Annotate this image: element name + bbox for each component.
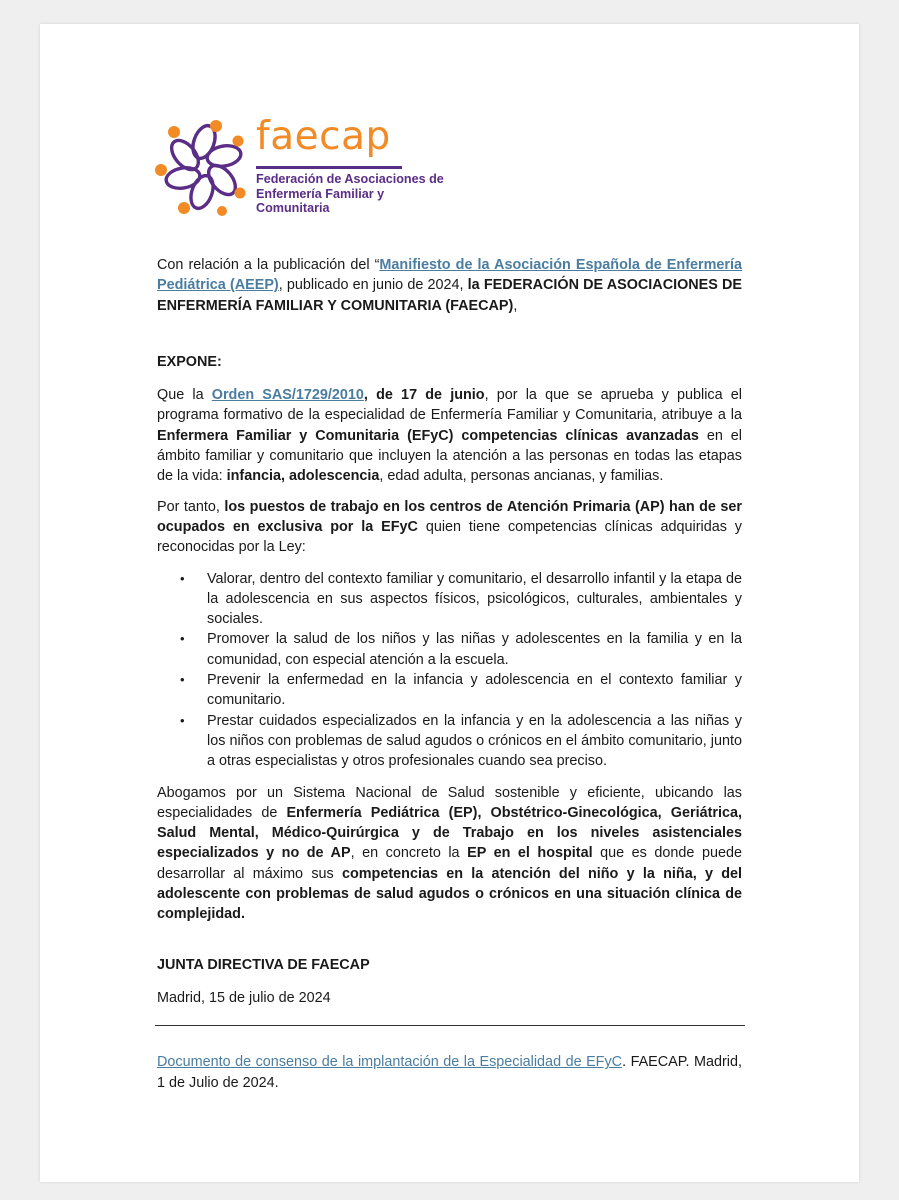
list-item (180, 670, 742, 711)
abogamos-text: que es donde puede desarrollar al máximo sus (157, 845, 742, 882)
que-bold: , de 17 de junio (363, 387, 485, 404)
que-text: en el ámbito familiar y comunitario que incluyen la atención a las personas en todas las etapas de la vida: (157, 427, 742, 485)
abogamos-bold: EP en el hospital (467, 845, 593, 862)
consenso-link[interactable]: Documento de consenso de la implantación de la Especialidad de EFyC (157, 1054, 623, 1071)
abogamos-text: , en concreto la (350, 845, 468, 862)
logo-divider (256, 166, 402, 169)
faecap-logo-mark-icon (154, 118, 254, 218)
abogamos-bold: Enfermería Pediátrica (EP), Obstétrico-Ginecológica, Geriátrica, Salud Mental, Médico-Quirúrgica y de Trabajo en los niveles asistenciales especializados y no de AP (157, 804, 742, 862)
footnote (157, 1052, 742, 1093)
bullet-icon: • (180, 712, 185, 728)
que-text: , edad adulta, personas ancianas, y familias. (379, 468, 664, 485)
bullet-icon: • (180, 672, 185, 688)
list-item-text: Prevenir la enfermedad en la infancia y adolescencia en el contexto familiar y comunitario. (207, 672, 742, 709)
junta-label: JUNTA DIRECTIVA DE FAECAP (157, 956, 370, 973)
list-item-text: Prestar cuidados especializados en la infancia y en la adolescencia a las niñas y los niños con problemas de salud agudos o crónicos en el ámbito comunitario, junto a otras especialistas y otros profesionales cuando sea preciso. (207, 712, 742, 770)
faecap-logo (154, 114, 444, 218)
portanto-text: Por tanto, (157, 498, 225, 515)
logo-subtitle: Federación de Asociaciones de Enfermería Familiar y Comunitaria (256, 172, 444, 216)
competencies-list (157, 569, 742, 772)
abogamos-paragraph (157, 783, 742, 925)
portanto-paragraph (157, 497, 742, 558)
intro-text: , (513, 297, 518, 314)
abogamos-bold: competencias en la atención del niño y la niña, y del adolescente con problemas de salud agudos o crónicos en una situación clínica de complejidad. (157, 865, 742, 923)
bullet-icon: • (180, 631, 185, 647)
footnote-text: . FAECAP. Madrid, 1 de Julio de 2024. (157, 1054, 743, 1091)
document-page (40, 24, 859, 1182)
list-item (180, 569, 742, 630)
expone-heading (157, 352, 742, 372)
list-item (180, 629, 742, 670)
logo-wordmark: faecap (256, 114, 391, 159)
footnote-divider (155, 1025, 745, 1026)
que-text: , por la que se aprueba y publica el programa formativo de la especialidad de Enfermería Familiar y Comunitaria, atribuye a la (157, 387, 742, 424)
intro-bold: la FEDERACIÓN DE ASOCIACIONES DE ENFERMERÍA FAMILIAR Y COMUNITARIA (FAECAP) (157, 277, 743, 314)
que-paragraph (157, 385, 742, 486)
list-item-text: Promover la salud de los niños y las niñas y adolescentes en la familia y en la comunidad, con especial atención a la escuela. (207, 631, 742, 668)
intro-text: , publicado en junio de 2024, (278, 277, 468, 294)
que-bold: infancia, adolescencia (226, 468, 380, 485)
portanto-bold: los puestos de trabajo en los centros de Atención Primaria (AP) han de ser ocupados en exclusiva por la EFyC (157, 498, 742, 535)
intro-text: Con relación a la publicación del “ (157, 257, 380, 273)
que-text: Que la (157, 387, 212, 404)
date-line: Madrid, 15 de julio de 2024 (157, 989, 331, 1006)
list-item-text: Valorar, dentro del contexto familiar y comunitario, el desarrollo infantil y la etapa de la adolescencia en sus aspectos físicos, psicológicos, culturales, ambientales y sociales. (207, 570, 742, 628)
signature-heading (157, 955, 742, 975)
orden-link[interactable]: Orden SAS/1729/2010 (211, 387, 364, 404)
portanto-text: quien tiene competencias clínicas adquiridas y reconocidas por la Ley: (157, 518, 742, 556)
que-bold: Enfermera Familiar y Comunitaria (EFyC) competencias clínicas avanzadas (157, 427, 699, 444)
intro-paragraph (157, 255, 742, 316)
manifiesto-link[interactable]: Manifiesto de la Asociación Española de Enfermería Pediátrica (AEEP) (157, 257, 742, 294)
expone-label: EXPONE: (157, 353, 222, 370)
letter-body (157, 255, 742, 1008)
abogamos-text: Abogamos por un Sistema Nacional de Salud sostenible y eficiente, ubicando las especialidades de (157, 784, 742, 821)
bullet-icon: • (180, 570, 185, 586)
list-item (180, 711, 742, 772)
